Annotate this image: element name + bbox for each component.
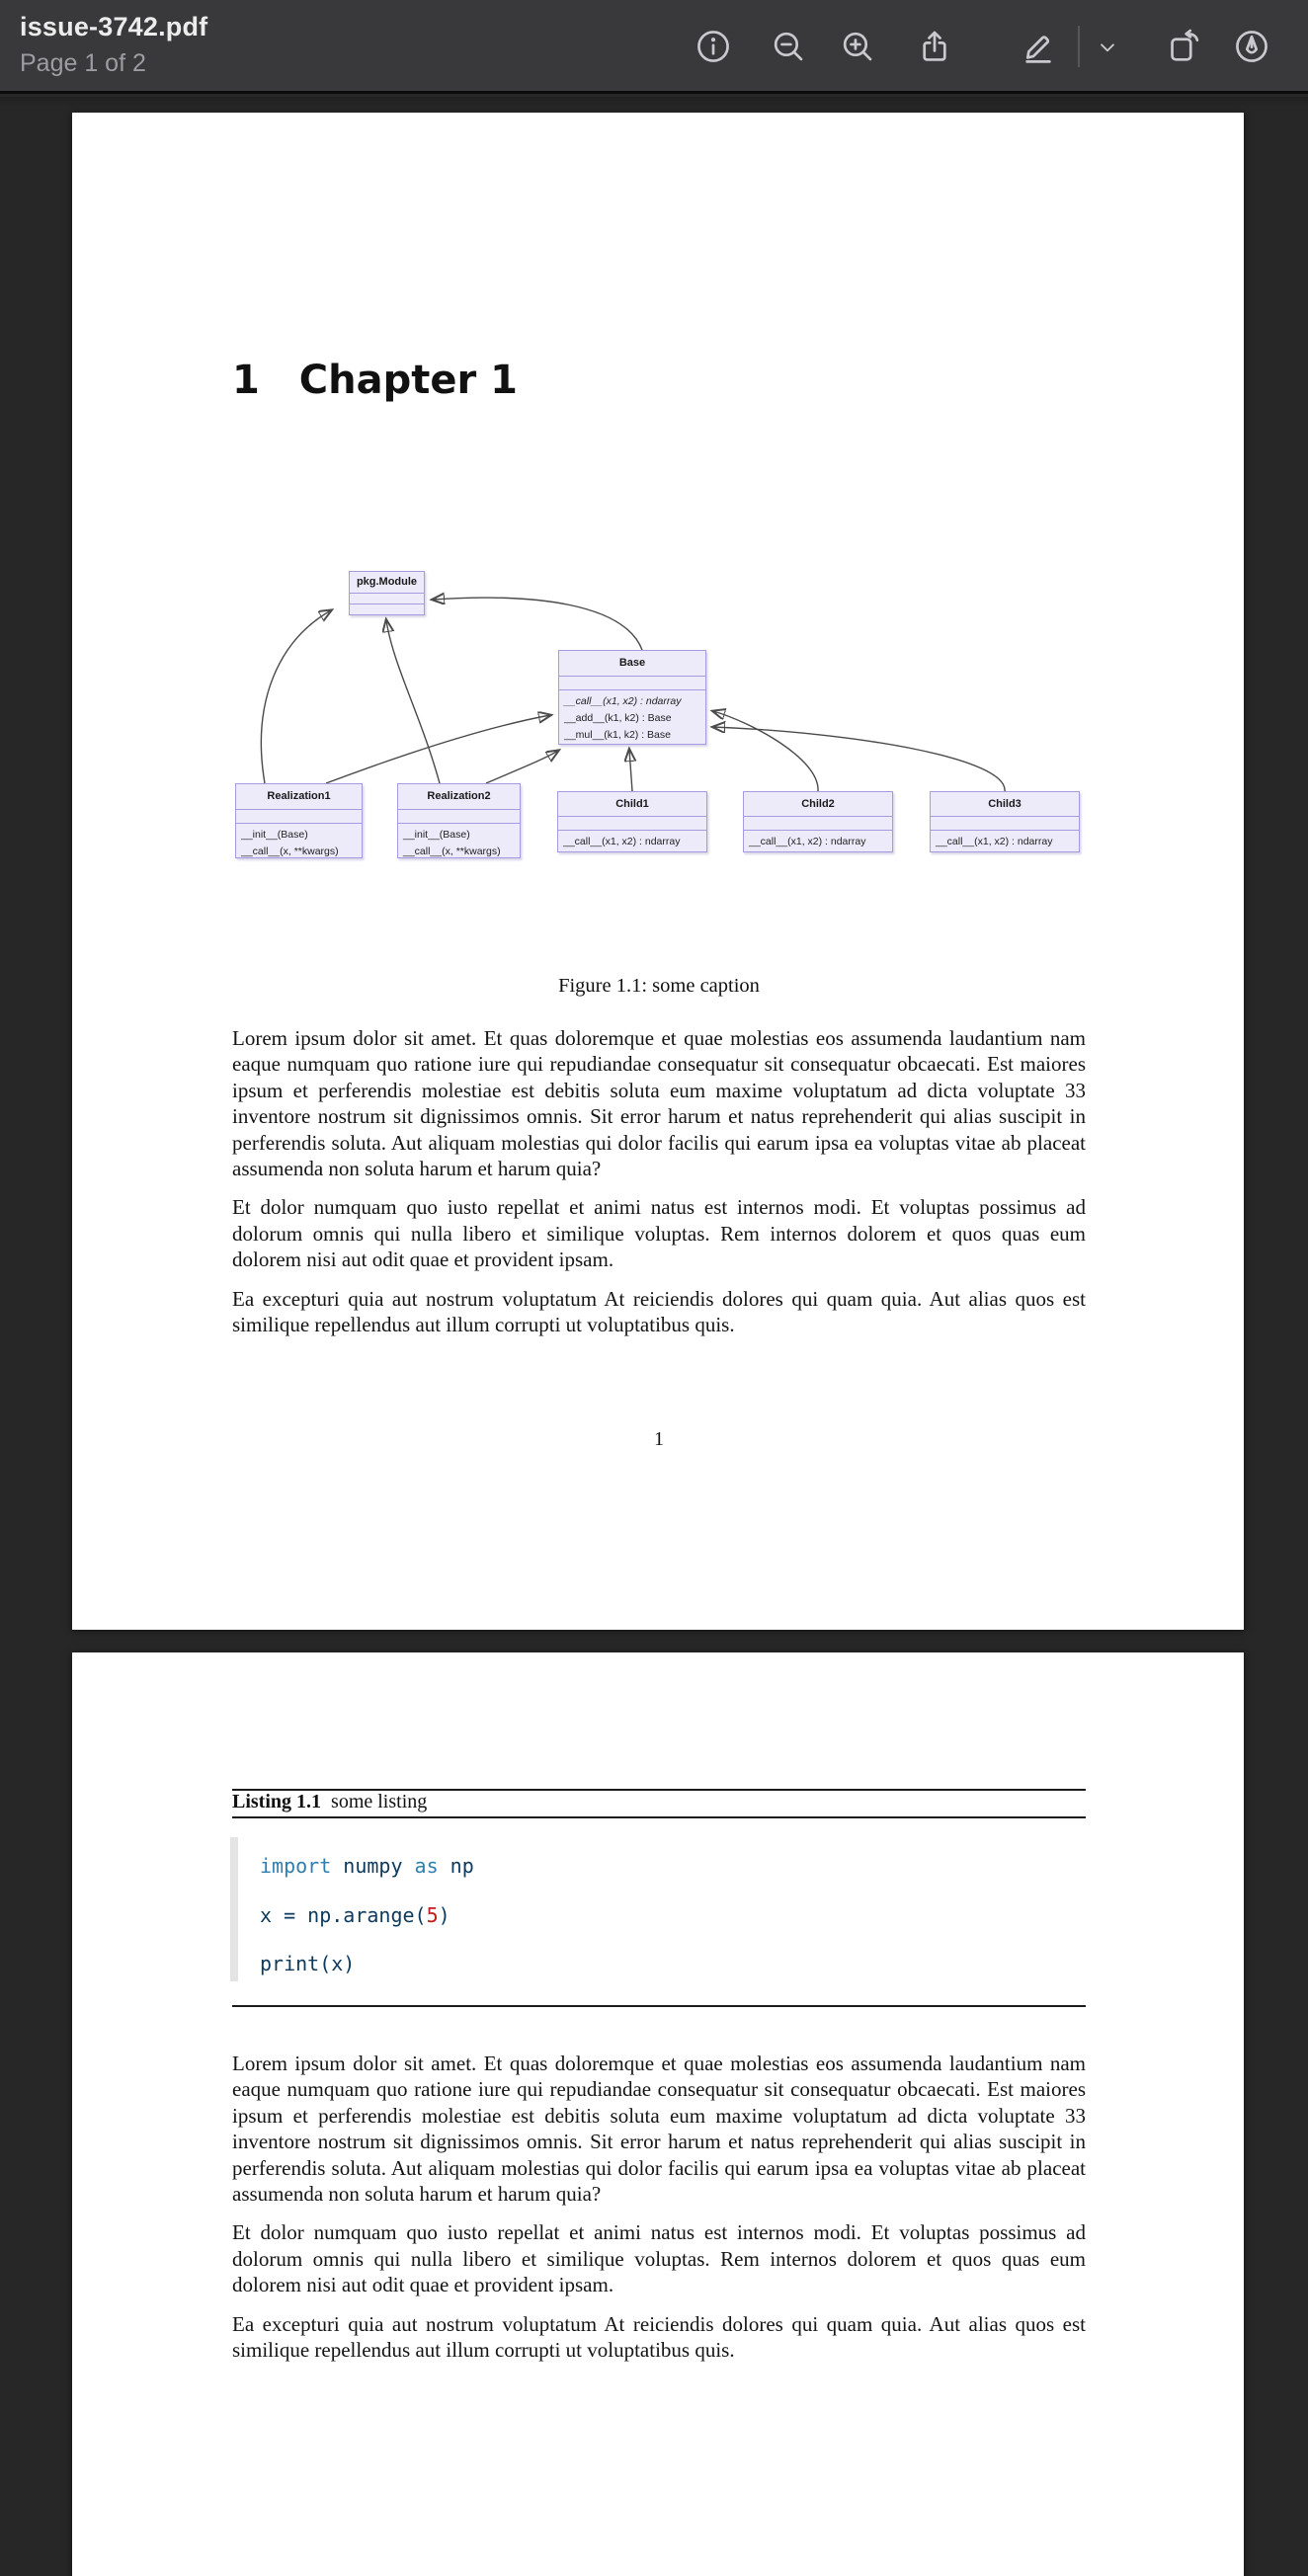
paragraph: Ea excepturi quia aut nostrum voluptatum At reiciendis dolores qui quam quia. Aut alias quos est similique repellendus aut illum corrupti ut voluptatibus quis.	[232, 1286, 1086, 1337]
code-token: )	[438, 1902, 450, 1927]
uml-node-r1	[235, 783, 363, 858]
uml-empty-compartment	[931, 817, 1079, 831]
page-indicator: Page 1 of 2	[20, 49, 146, 77]
code-token: as	[414, 1854, 439, 1878]
code-token: numpy	[331, 1854, 415, 1878]
pen-nib-button[interactable]	[1233, 28, 1270, 65]
page-number: 1	[654, 1428, 664, 1450]
paragraph: Et dolor numquam quo iusto repellat et animi natus est internos modi. Et voluptas possimus ad dolorum omnis qui nulla libero et similique voluptas. Rem internos dolorem et quos quas eum dolorem nisi aut odit quae et provident ipsam.	[232, 2220, 1086, 2297]
pdf-page-2	[72, 1652, 1244, 2576]
uml-diagram	[227, 549, 1097, 875]
chevron-down-icon	[1095, 35, 1120, 60]
content-area[interactable]	[0, 97, 1308, 2576]
uml-node-title: pkg.Module	[350, 572, 424, 594]
uml-method: __call__(x1, x2) : ndarray	[563, 836, 681, 847]
chapter-number: 1	[232, 358, 260, 403]
uml-empty-compartment	[398, 810, 520, 824]
paragraph: Lorem ipsum dolor sit amet. Et quas doloremque et quae molestias eos assumenda laudantium nam eaque numquam quo ratione iure qui repudiandae consequatur sit consequatur obcaecati. Est maiores ipsum et perferendis molestiae est debitis soluta eum maxime voluptatum ad dicta voluptate 33 inventore nostrum sit dignissimos omnis. Sit error harum et natus reprehenderit qui alias suscipit in perferendis soluta. Aut aliquam molestias qui dolor facilis qui earum ipsa ea voluptas vitae ab placeat assumenda non soluta harum et harum quia?	[232, 1026, 1086, 1181]
uml-methods	[559, 690, 705, 744]
uml-method: __call__(x, **kwargs)	[403, 845, 501, 857]
info-icon	[695, 28, 732, 65]
zoom-out-icon	[770, 28, 807, 65]
uml-methods	[931, 831, 1079, 850]
listing-rule-bottom	[232, 2005, 1086, 2007]
uml-node-r2	[397, 783, 521, 858]
zoom-out-button[interactable]	[770, 28, 807, 65]
uml-method: __init__(Base)	[241, 829, 308, 841]
zoom-in-button[interactable]	[839, 28, 876, 65]
markup-button[interactable]	[1020, 28, 1057, 65]
share-icon	[916, 28, 953, 65]
uml-node-title: Child2	[744, 792, 892, 817]
uml-method: __call__(x, **kwargs)	[241, 845, 339, 857]
uml-empty-compartment	[236, 810, 362, 824]
uml-node-title: Child3	[931, 792, 1079, 817]
chapter-title: Chapter 1	[298, 358, 518, 403]
uml-methods	[744, 831, 892, 850]
code-line	[260, 1940, 474, 1989]
uml-node-c3	[930, 791, 1080, 852]
uml-node-module	[349, 571, 425, 615]
uml-method: __call__(x1, x2) : ndarray	[936, 836, 1053, 847]
paragraph: Lorem ipsum dolor sit amet. Et quas doloremque et quae molestias eos assumenda laudantium nam eaque numquam quo ratione iure qui repudiandae consequatur sit consequatur obcaecati. Est maiores ipsum et perferendis molestiae est debitis soluta eum maxime voluptatum ad dicta voluptate 33 inventore nostrum sit dignissimos omnis. Sit error harum et natus reprehenderit qui alias suscipit in perferendis soluta. Aut aliquam molestias qui dolor facilis qui earum ipsa ea voluptas vitae ab placeat assumenda non soluta harum et harum quia?	[232, 2052, 1086, 2207]
uml-methods	[398, 824, 520, 860]
listing-rule-mid	[232, 1816, 1086, 1818]
paragraph: Ea excepturi quia aut nostrum voluptatum At reiciendis dolores qui quam quia. Aut alias quos est similique repellendus aut illum corrupti ut voluptatibus quis.	[232, 2311, 1086, 2363]
code-block	[260, 1842, 474, 1989]
page1-text	[232, 1025, 1086, 1350]
code-token: np	[438, 1854, 474, 1878]
toolbar	[0, 0, 1308, 94]
uml-empty-compartment	[558, 817, 706, 831]
uml-method: __mul__(k1, k2) : Base	[564, 729, 671, 741]
uml-node-title: Realization1	[236, 784, 362, 810]
uml-method: __call__(x1, x2) : ndarray	[564, 695, 682, 707]
pdf-page-1	[72, 113, 1244, 1630]
share-button[interactable]	[916, 28, 953, 65]
zoom-in-icon	[839, 28, 876, 65]
uml-methods	[558, 831, 706, 850]
code-token: x = np.arange(	[260, 1902, 427, 1927]
uml-empty-compartment	[559, 677, 705, 690]
uml-node-title: Child1	[558, 792, 706, 817]
code-line	[260, 1842, 474, 1892]
rotate-icon	[1164, 28, 1201, 65]
markup-pencil-icon	[1020, 28, 1057, 65]
uml-methods	[236, 824, 362, 860]
code-token: print(x)	[260, 1952, 356, 1975]
listing-margin-bar	[230, 1837, 238, 1981]
uml-empty-compartment	[744, 817, 892, 831]
pen-nib-icon	[1233, 28, 1270, 65]
uml-method: __add__(k1, k2) : Base	[564, 712, 672, 724]
document-title: issue-3742.pdf	[20, 12, 208, 41]
uml-node-title: Base	[559, 651, 705, 677]
uml-node-c1	[557, 791, 707, 852]
uml-empty-compartment	[350, 594, 424, 604]
paragraph: Et dolor numquam quo iusto repellat et animi natus est internos modi. Et voluptas possimus ad dolorum omnis qui nulla libero et similique voluptas. Rem internos dolorem et quos quas eum dolorem nisi aut odit quae et provident ipsam.	[232, 1195, 1086, 1272]
figure-caption: Figure 1.1: some caption	[558, 975, 760, 997]
uml-node-base	[558, 650, 706, 745]
code-line	[260, 1892, 474, 1941]
code-token: import	[260, 1854, 332, 1878]
code-token: 5	[426, 1902, 439, 1927]
listing-label: Listing 1.1	[232, 1791, 322, 1812]
rotate-button[interactable]	[1164, 28, 1201, 65]
uml-method: __init__(Base)	[403, 829, 470, 841]
uml-node-c2	[743, 791, 893, 852]
toolbar-divider	[1078, 26, 1080, 67]
markup-dropdown-button[interactable]	[1095, 35, 1120, 60]
listing-header	[232, 1791, 1086, 1813]
listing-caption: some listing	[331, 1791, 428, 1812]
page2-text	[232, 2051, 1086, 2375]
uml-node-title: Realization2	[398, 784, 520, 810]
chapter-heading	[232, 358, 518, 403]
uml-method: __call__(x1, x2) : ndarray	[749, 836, 866, 847]
info-button[interactable]	[695, 28, 732, 65]
